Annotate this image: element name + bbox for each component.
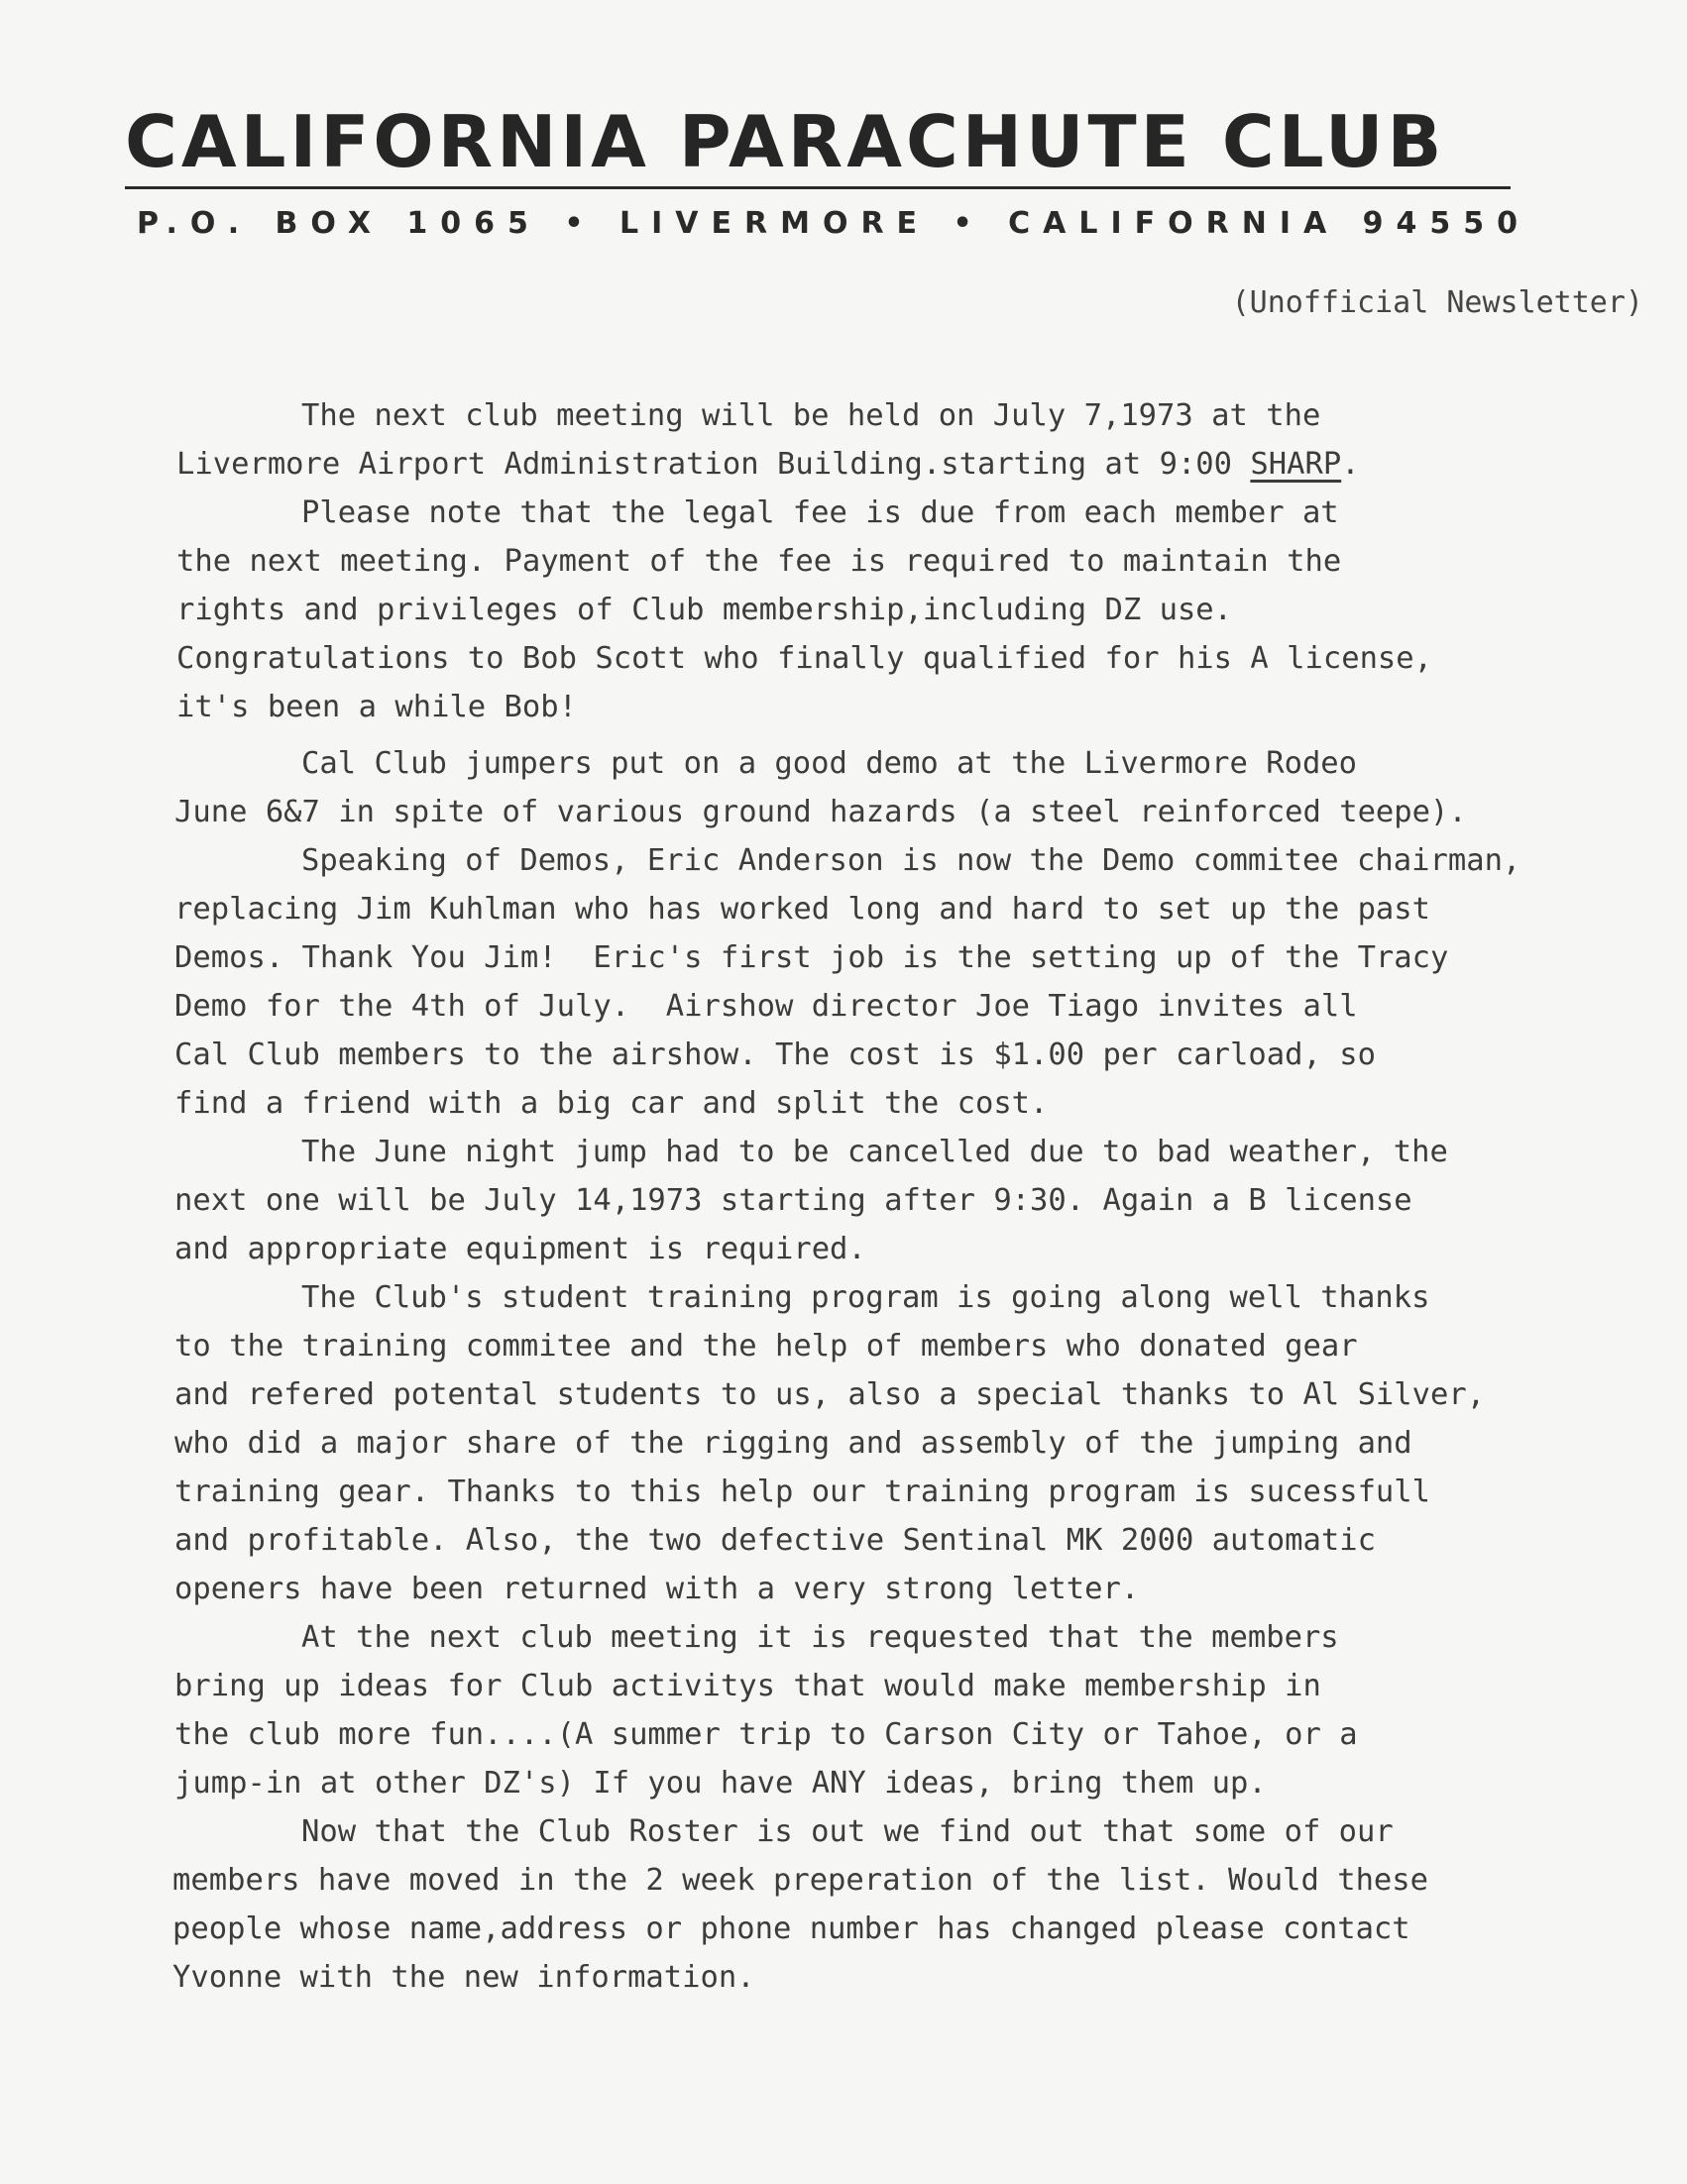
text-line: training gear. Thanks to this help our training program is sucessfull <box>174 1474 1431 1509</box>
newsletter-subtitle: (Unofficial Newsletter) <box>1231 285 1643 320</box>
letterhead-divider <box>125 186 1511 189</box>
text-line: the next meeting. Payment of the fee is required to maintain the <box>176 544 1342 579</box>
paragraph-rodeo-demo <box>174 739 1671 836</box>
text-line: replacing Jim Kuhlman who has worked long and hard to set up the past <box>174 892 1431 927</box>
newsletter-body <box>172 391 1671 2002</box>
text-line: and refered potental students to us, also a special thanks to Al Silver, <box>174 1377 1486 1412</box>
text-segment: . <box>1341 447 1360 482</box>
paragraph-demo-committee <box>174 836 1671 1128</box>
paragraph-legal-fee <box>176 489 1671 731</box>
paragraph-club-activities <box>174 1613 1671 1807</box>
text-line: the club more fun....(A summer trip to Carson City or Tahoe, or a <box>174 1717 1358 1752</box>
text-line: Please note that the legal fee is due from each member at <box>301 495 1339 530</box>
text-line: Demos. Thank You Jim! Eric's first job is the setting up of the Tracy <box>174 940 1449 975</box>
text-segment: Livermore Airport Administration Building.starting at 9:00 <box>176 447 1251 482</box>
text-line: Speaking of Demos, Eric Anderson is now the Demo commitee chairman, <box>301 843 1521 878</box>
paragraph-night-jump <box>174 1128 1671 1273</box>
letterhead-title: CALIFORNIA PARACHUTE CLUB <box>125 100 1446 183</box>
text-line: The Club's student training program is going along well thanks <box>301 1280 1430 1315</box>
sharp-emphasis: SHARP <box>1250 447 1342 482</box>
paragraph-student-training <box>174 1273 1671 1613</box>
text-line: and profitable. Also, the two defective Sentinal MK 2000 automatic <box>174 1523 1376 1558</box>
text-line: Yvonne with the new information. <box>172 1960 755 1995</box>
text-line: next one will be July 14,1973 starting after 9:30. Again a B license <box>174 1183 1412 1218</box>
text-line: jump-in at other DZ's) If you have ANY ideas, bring them up. <box>174 1766 1267 1801</box>
text-line: openers have been returned with a very strong letter. <box>174 1572 1140 1606</box>
text-line: rights and privileges of Club membership,including DZ use. <box>176 593 1233 627</box>
text-line: The next club meeting will be held on July 7,1973 at the <box>301 398 1321 433</box>
text-line: who did a major share of the rigging and assembly of the jumping and <box>174 1426 1412 1461</box>
text-line: people whose name,address or phone number has changed please contact <box>172 1911 1410 1946</box>
text-line: June 6&7 in spite of various ground hazards (a steel reinforced teepe). <box>174 795 1467 829</box>
letterhead-address: P.O. BOX 1065 • LIVERMORE • CALIFORNIA 94550 <box>137 206 1531 241</box>
text-line: Cal Club members to the airshow. The cost is $1.00 per carload, so <box>174 1037 1376 1072</box>
text-line: At the next club meeting it is requested that the members <box>301 1620 1339 1655</box>
text-line: members have moved in the 2 week preperation of the list. Would these <box>172 1863 1429 1898</box>
paragraph-meeting <box>176 391 1671 489</box>
text-line: The June night jump had to be cancelled due to bad weather, the <box>301 1135 1448 1169</box>
text-line <box>176 440 1671 489</box>
text-line: Now that the Club Roster is out we find out that some of our <box>301 1814 1394 1849</box>
text-line: it's been a while Bob! <box>176 690 577 724</box>
text-line: to the training commitee and the help of members who donated gear <box>174 1329 1358 1364</box>
text-line: Congratulations to Bob Scott who finally qualified for his A license, <box>176 641 1433 676</box>
text-line: bring up ideas for Club activitys that would make membership in <box>174 1669 1321 1703</box>
text-line: Cal Club jumpers put on a good demo at the Livermore Rodeo <box>301 746 1358 781</box>
text-line: and appropriate equipment is required. <box>174 1232 866 1266</box>
text-line: find a friend with a big car and split the cost. <box>174 1086 1049 1121</box>
paragraph-club-roster <box>172 1807 1671 2002</box>
text-line: Demo for the 4th of July. Airshow director Joe Tiago invites all <box>174 989 1358 1024</box>
